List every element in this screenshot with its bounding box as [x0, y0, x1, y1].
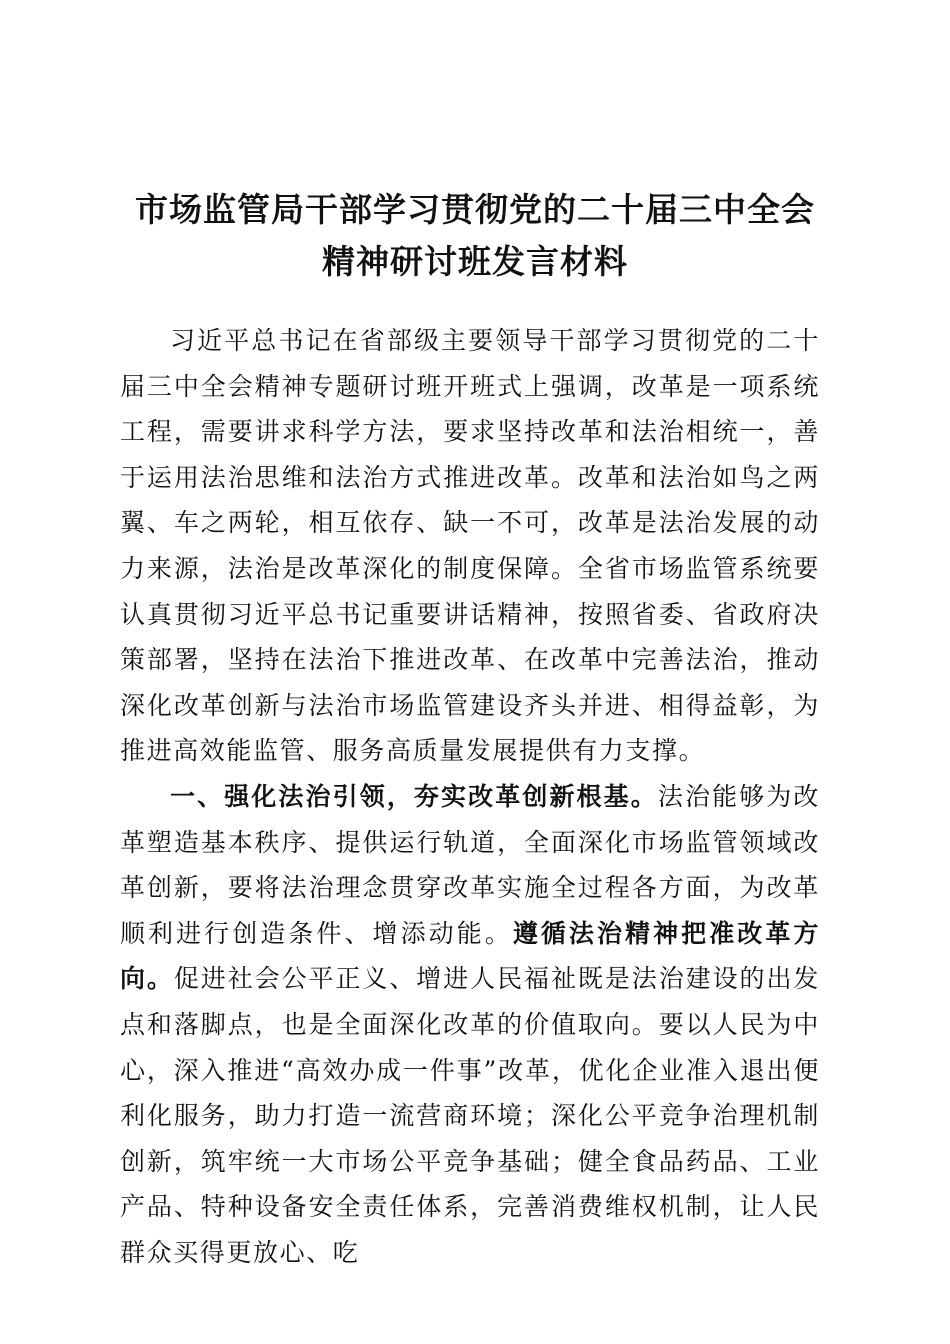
section-1-text-b: 促进社会公平正义、增进人民福祉既是法治建设的出发点和落脚点，也是全面深化改革的价值取向。要以人民为中心，深入推进“高效办成一件事”改革，优化企业准入退出便利化服务，助力打造一流营商环境；深化公平竞争治理机制创新，筑牢统一大市场公平竞争基础；健全食品药品、工业产品、特种设备安全责任体系，完善消费维权机制，让人民群众买得更放心、吃: [120, 964, 820, 1267]
intro-paragraph: 习近平总书记在省部级主要领导干部学习贯彻党的二十届三中全会精神专题研讨班开班式上强调，改革是一项系统工程，需要讲求科学方法，要求坚持改革和法治相统一，善于运用法治思维和法治方式推进改革。改革和法治如鸟之两翼、车之两轮，相互依存、缺一不可，改革是法治发展的动力来源，法治是改革深化的制度保障。全省市场监管系统要认真贯彻习近平总书记重要讲话精神，按照省委、省政府决策部署，坚持在法治下推进改革、在改革中完善法治，推动深化改革创新与法治市场监管建设齐头并进、相得益彰，为推进高效能监管、服务高质量发展提供有力支撑。: [120, 326, 820, 766]
title-line-2: 精神研讨班发言材料: [322, 242, 628, 281]
section-1-heading: 一、强化法治引领，夯实改革创新根基。: [170, 781, 658, 811]
section-1-subheading: 遵循法治精神把准改革方向。: [120, 918, 820, 994]
title-line-1: 市场监管局干部学习贯彻党的二十届三中全会: [135, 190, 815, 229]
document-title: [100, 184, 850, 288]
section-1-text-a: 法治能够为改革塑造基本秩序、提供运行轨道，全面深化市场监管领域改革创新，要将法治理念贯穿改革实施全过程各方面，为改革顺利进行创造条件、增添动能。: [120, 781, 820, 948]
section-1-paragraph: [120, 774, 820, 1276]
document-body: [120, 318, 820, 1275]
